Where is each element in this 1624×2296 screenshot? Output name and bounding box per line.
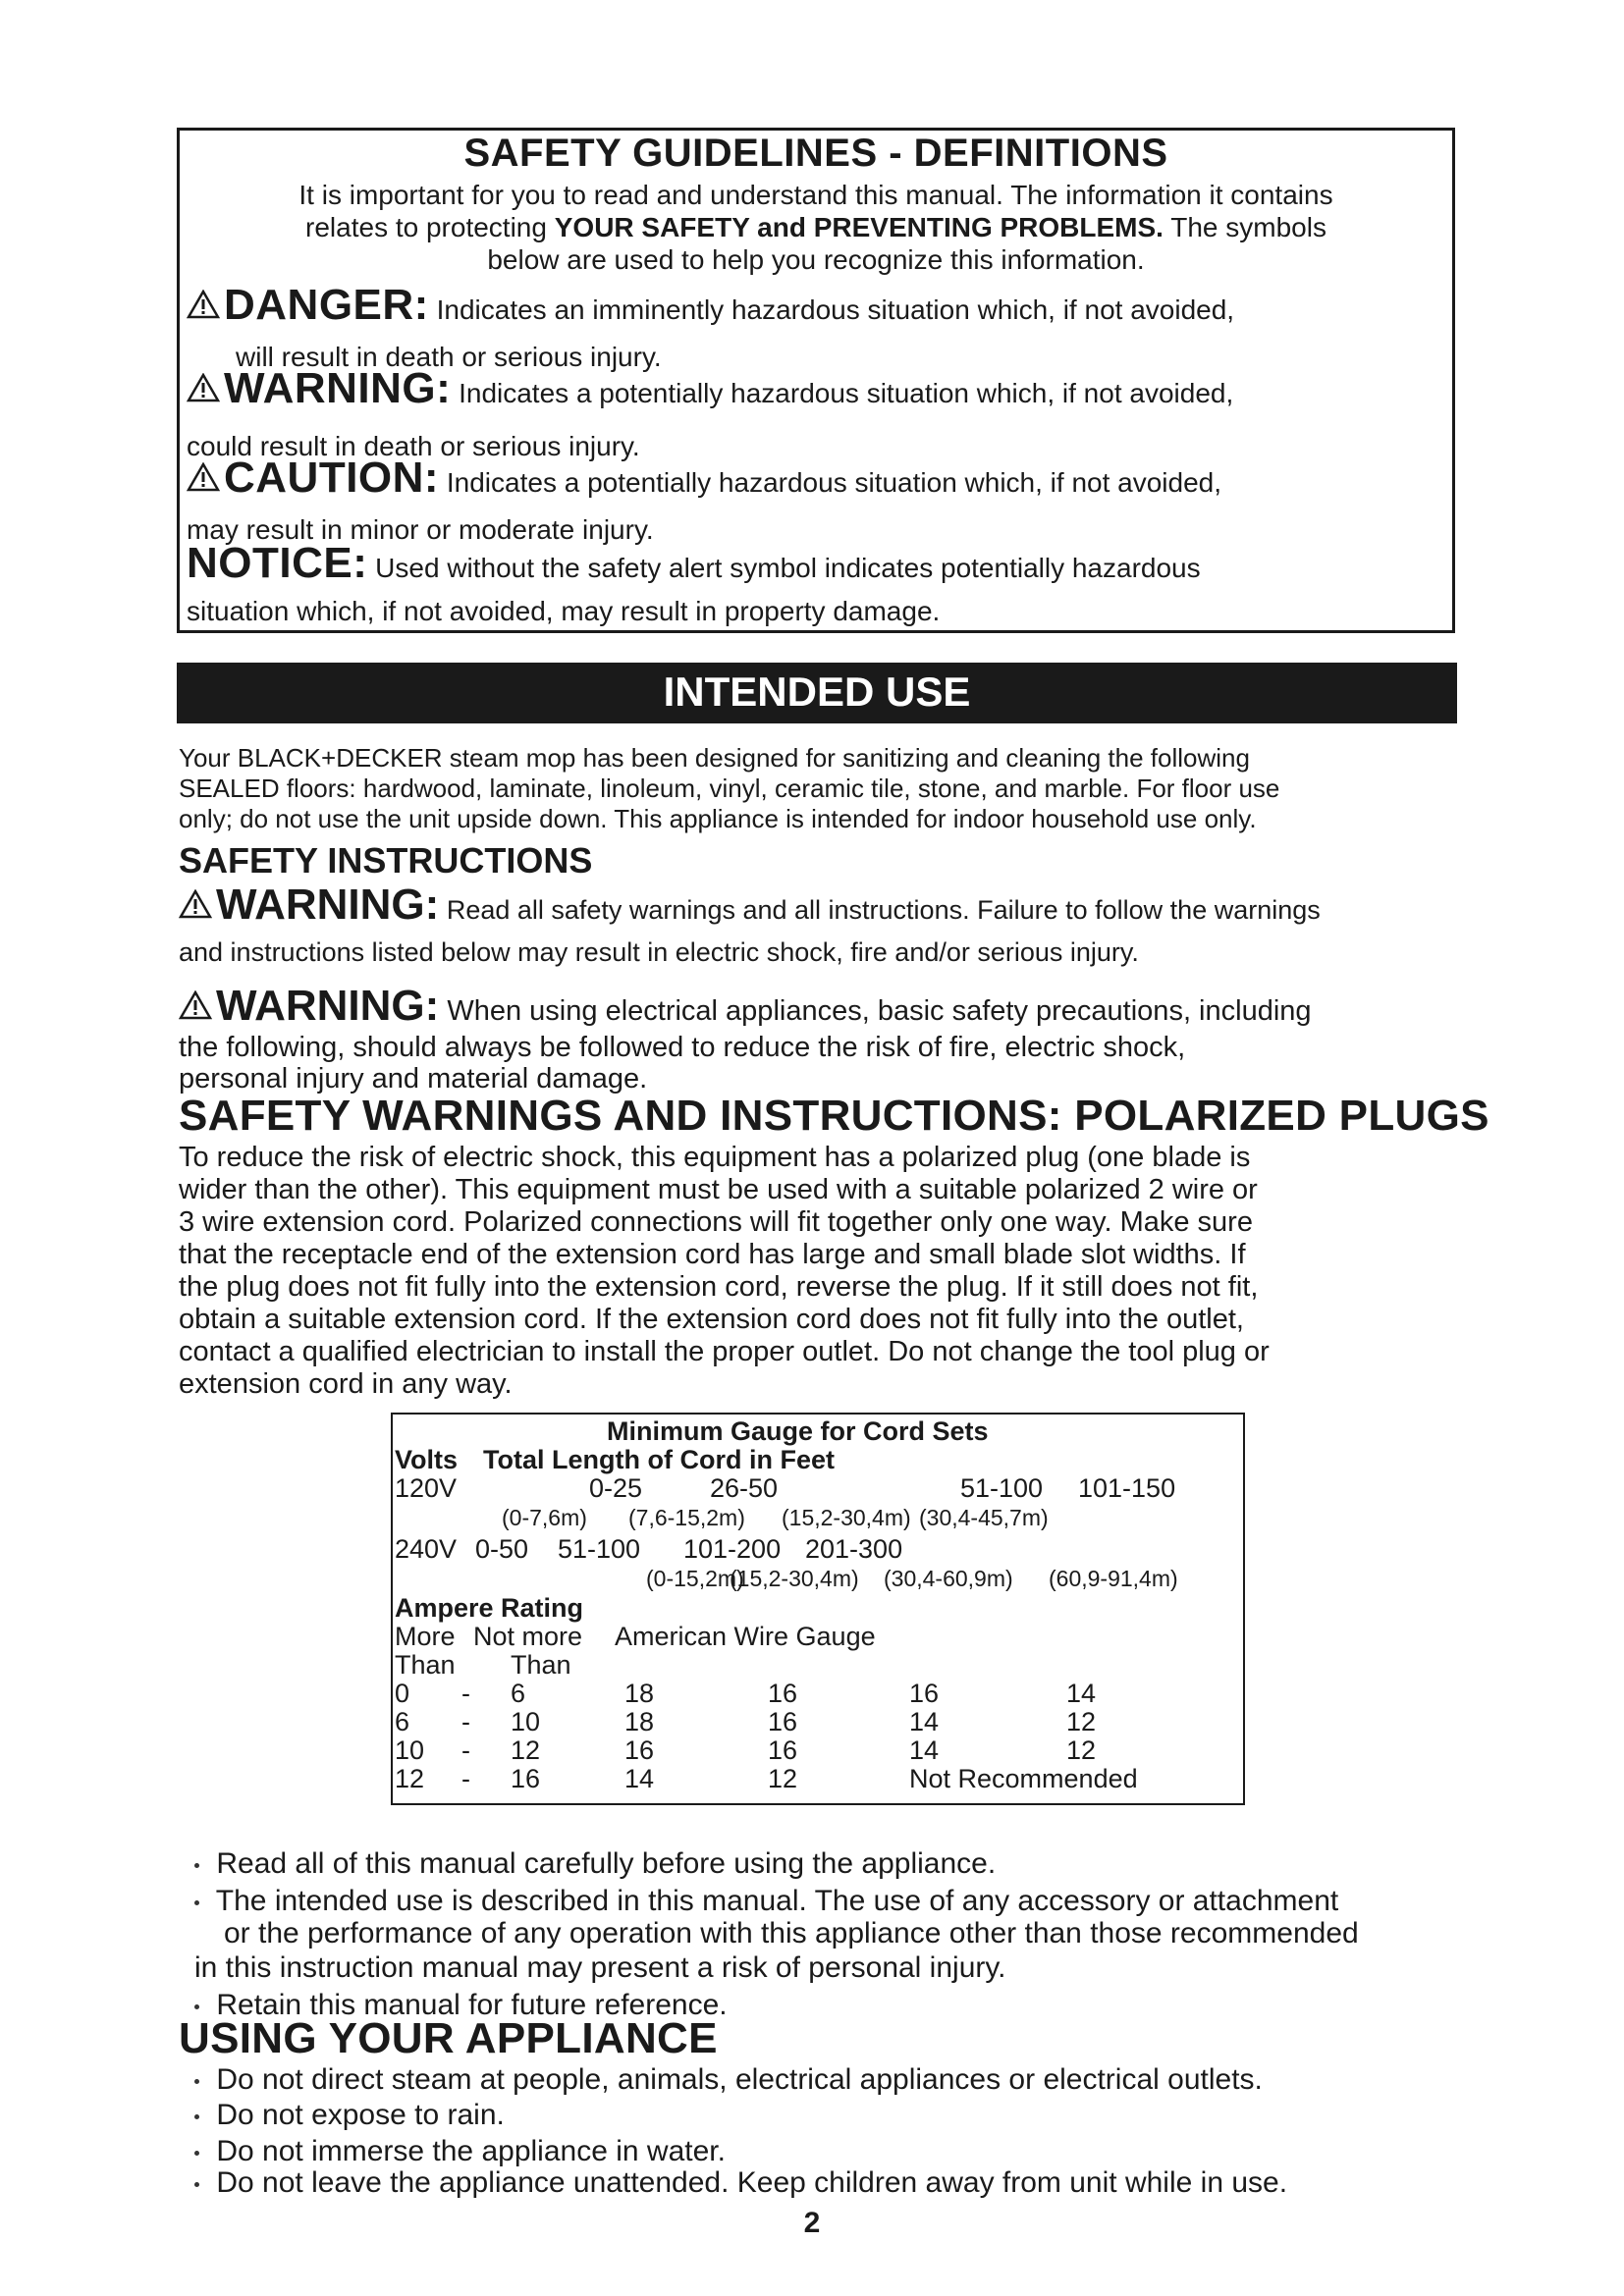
polarized-plugs-title: SAFETY WARNINGS AND INSTRUCTIONS: POLARIZED PLUGS — [179, 1092, 1489, 1140]
length-header: Total Length of Cord in Feet — [483, 1445, 835, 1474]
col-not-more: Not more — [473, 1622, 583, 1651]
bullet-dot-icon — [194, 1885, 208, 1892]
metric-cell: (0-15,2m) — [646, 1566, 744, 1591]
safety-intro-line-2: relates to protecting YOUR SAFETY and PREVENTING PROBLEMS. The symbols — [305, 212, 1326, 242]
safety-warning-2-cont-1: the following, should always be followed to reduce the risk of fire, electric shock, — [179, 1032, 1186, 1063]
table-cell: 10 — [395, 1735, 425, 1765]
table-cell: - — [461, 1735, 470, 1765]
bullet-dot-icon — [194, 2166, 208, 2173]
table-cell: 12 — [511, 1735, 541, 1765]
caution-definition-cont: may result in minor or moderate injury. — [187, 514, 654, 545]
table-cell: - — [461, 1764, 470, 1793]
intended-use-line-1: Your BLACK+DECKER steam mop has been designed for sanitizing and cleaning the following — [179, 743, 1250, 773]
table-cell: 16 — [768, 1735, 798, 1765]
bullet-dot-icon — [194, 1847, 208, 1854]
col-than: Than — [511, 1650, 571, 1680]
danger-definition: DANGER: Indicates an imminently hazardous situation which, if not avoided, — [187, 288, 1443, 328]
polarized-line: obtain a suitable extension cord. If the extension cord does not fit fully into the outlet, — [179, 1304, 1244, 1335]
table-cell: 16 — [768, 1707, 798, 1736]
cord-gauge-table — [391, 1413, 1245, 1805]
page-number: 2 — [803, 2207, 821, 2239]
warning-triangle-icon — [187, 290, 220, 319]
bullet-item-cont: in this instruction manual may present a risk of personal injury. — [194, 1951, 1006, 1984]
length-cell: 0-25 — [589, 1473, 643, 1503]
table-cell: 12 — [768, 1764, 798, 1793]
bullet-dot-icon — [194, 2063, 208, 2070]
length-cell: 101-150 — [1078, 1473, 1176, 1503]
warning-definition: WARNING: Indicates a potentially hazardous situation which, if not avoided, — [187, 371, 1443, 411]
ampere-header: Ampere Rating — [395, 1593, 584, 1623]
polarized-line: wider than the other). This equipment must be used with a suitable polarized 2 wire or — [179, 1174, 1258, 1205]
table-cell: 12 — [395, 1764, 425, 1793]
table-cell: 16 — [511, 1764, 541, 1793]
safety-intro-line-1: It is important for you to read and understand this manual. The information it contains — [298, 180, 1333, 210]
length-cell: 0-50 — [475, 1534, 529, 1564]
bullet-dot-icon — [194, 2135, 208, 2142]
table-cell: 14 — [1066, 1679, 1097, 1708]
notice-definition-cont: situation which, if not avoided, may result in property damage. — [187, 596, 941, 626]
intended-use-line-2: SEALED floors: hardwood, laminate, linoleum, vinyl, ceramic tile, stone, and marble. For floor use — [179, 774, 1280, 803]
bullet-item: Do not direct steam at people, animals, electrical appliances or electrical outlets. — [194, 2063, 1461, 2096]
volts-120: 120V — [395, 1473, 458, 1503]
using-appliance-title: USING YOUR APPLIANCE — [179, 2014, 718, 2062]
metric-cell: (15,2-30,4m) — [730, 1566, 859, 1591]
table-cell: 6 — [511, 1679, 526, 1708]
table-cell: Not Recommended — [909, 1764, 1138, 1793]
table-cell: 18 — [624, 1707, 655, 1736]
table-cell: - — [461, 1707, 470, 1736]
length-cell: 26-50 — [710, 1473, 779, 1503]
warning-definition-cont: could result in death or serious injury. — [187, 431, 640, 461]
bullet-item: Do not immerse the appliance in water. — [194, 2135, 1461, 2167]
polarized-line: the plug does not fit fully into the extension cord, reverse the plug. If it still does not fit, — [179, 1271, 1259, 1303]
table-cell: 12 — [1066, 1735, 1097, 1765]
table-cell: 14 — [909, 1707, 940, 1736]
volts-240: 240V — [395, 1534, 458, 1564]
polarized-line: that the receptacle end of the extension cord has large and small blade slot widths. If — [179, 1239, 1246, 1270]
warning-triangle-icon — [179, 990, 212, 1020]
table-cell: 18 — [624, 1679, 655, 1708]
safety-intro-line-3: below are used to help you recognize this information. — [487, 244, 1145, 275]
warning-triangle-icon — [187, 373, 220, 402]
polarized-line: contact a qualified electrician to install the proper outlet. Do not change the tool plug or — [179, 1336, 1270, 1367]
volts-header: Volts — [395, 1445, 459, 1474]
col-awg: American Wire Gauge — [615, 1622, 876, 1651]
table-cell: 16 — [768, 1679, 798, 1708]
table-title: Minimum Gauge for Cord Sets — [607, 1416, 989, 1446]
table-cell: 10 — [511, 1707, 541, 1736]
intended-use-title: INTENDED USE — [663, 668, 971, 715]
bullet-dot-icon — [194, 1989, 208, 1996]
bullet-item: Retain this manual for future reference. — [194, 1989, 1461, 2021]
col-more: More — [395, 1622, 456, 1651]
polarized-line: extension cord in any way. — [179, 1368, 513, 1400]
metric-cell: (7,6-15,2m) — [628, 1505, 745, 1530]
safety-warning-2-cont-2: personal injury and material damage. — [179, 1063, 648, 1095]
length-cell: 51-100 — [558, 1534, 641, 1564]
length-cell: 201-300 — [805, 1534, 903, 1564]
bullet-item: Do not leave the appliance unattended. Keep children away from unit while in use. — [194, 2166, 1461, 2199]
polarized-line: To reduce the risk of electric shock, this equipment has a polarized plug (one blade is — [179, 1142, 1251, 1173]
table-cell: 0 — [395, 1679, 410, 1708]
metric-cell: (30,4-60,9m) — [884, 1566, 1013, 1591]
safety-warning-1: WARNING: Read all safety warnings and all instructions. Failure to follow the warnings — [179, 883, 1455, 932]
table-cell: 6 — [395, 1707, 410, 1736]
bullet-item: Do not expose to rain. — [194, 2099, 1461, 2131]
col-than: Than — [395, 1650, 456, 1680]
metric-cell: (0-7,6m) — [502, 1505, 587, 1530]
table-cell: 14 — [909, 1735, 940, 1765]
warning-triangle-icon — [187, 462, 220, 492]
danger-definition-cont: will result in death or serious injury. — [236, 342, 662, 372]
metric-cell: (15,2-30,4m) — [782, 1505, 911, 1530]
notice-definition: NOTICE: Used without the safety alert symbol indicates potentially hazardous — [187, 539, 1201, 587]
warning-triangle-icon — [179, 889, 212, 919]
caution-definition: CAUTION: Indicates a potentially hazardous situation which, if not avoided, — [187, 460, 1443, 501]
length-cell: 101-200 — [683, 1534, 782, 1564]
bullet-item: Read all of this manual carefully before using the appliance. — [194, 1847, 1461, 1880]
intended-use-line-3: only; do not use the unit upside down. This appliance is intended for indoor household use only. — [179, 804, 1257, 833]
length-cell: 51-100 — [960, 1473, 1044, 1503]
metric-cell: (30,4-45,7m) — [919, 1505, 1049, 1530]
table-cell: 12 — [1066, 1707, 1097, 1736]
table-cell: 14 — [624, 1764, 655, 1793]
safety-warning-2: WARNING: When using electrical appliances, basic safety precautions, including — [179, 985, 1455, 1033]
metric-cell: (60,9-91,4m) — [1049, 1566, 1178, 1591]
table-cell: 16 — [909, 1679, 940, 1708]
bullet-item: The intended use is described in this manual. The use of any accessory or attachment — [194, 1885, 1461, 1917]
table-cell: 16 — [624, 1735, 655, 1765]
table-cell: - — [461, 1679, 470, 1708]
safety-instructions-title: SAFETY INSTRUCTIONS — [179, 840, 593, 881]
bullet-dot-icon — [194, 2099, 208, 2106]
safety-guidelines-title: SAFETY GUIDELINES - DEFINITIONS — [463, 132, 1168, 175]
polarized-line: 3 wire extension cord. Polarized connections will fit together only one way. Make sure — [179, 1206, 1253, 1238]
bullet-item-cont: or the performance of any operation with this appliance other than those recommended — [224, 1917, 1359, 1949]
safety-warning-1-cont: and instructions listed below may result in electric shock, fire and/or serious injury. — [179, 937, 1139, 967]
